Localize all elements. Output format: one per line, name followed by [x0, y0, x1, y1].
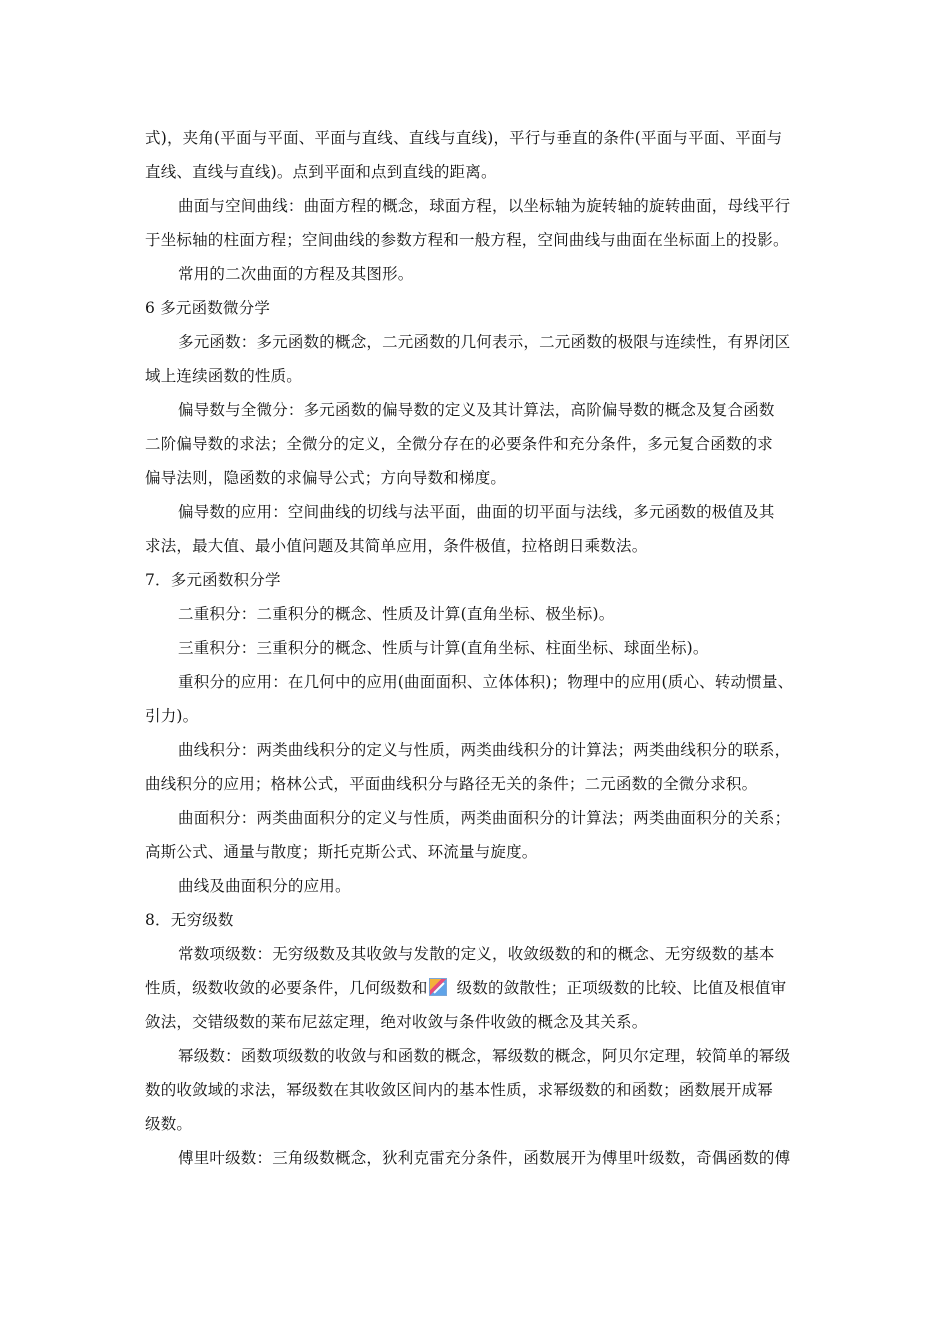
- paragraph-double-integral: 二重积分：二重积分的概念、性质及计算(直角坐标、极坐标)。: [178, 605, 615, 623]
- document-body: [145, 121, 813, 1175]
- text-fragment: 性质，级数收敛的必要条件，几何级数和: [145, 979, 428, 997]
- paragraph-fourier-series: 傅里叶级数：三角级数概念，狄利克雷充分条件，函数展开为傅里叶级数，奇偶函数的傅: [178, 1149, 791, 1167]
- text-line-with-image: [145, 971, 813, 1005]
- paragraph-multiple-integral-application: 重积分的应用：在几何中的应用(曲面面积、立体体积)；物理中的应用(质心、转动惯量、: [178, 673, 794, 691]
- text-line: 数的收敛域的求法，幂级数在其收敛区间内的基本性质，求幂级数的和函数；函数展开成幂: [145, 1081, 774, 1099]
- text-line: 式)，夹角(平面与平面、平面与直线、直线与直线)，平行与垂直的条件(平面与平面、平面与: [145, 129, 783, 147]
- text-line: 敛法，交错级数的莱布尼兹定理，绝对收敛与条件收敛的概念及其关系。: [145, 1013, 648, 1031]
- text-line: 偏导法则，隐函数的求偏导公式；方向导数和梯度。: [145, 469, 507, 487]
- paragraph-partial-derivative-application: 偏导数的应用：空间曲线的切线与法平面，曲面的切平面与法线，多元函数的极值及其: [178, 503, 775, 521]
- section-heading-6: 6 多元函数微分学: [145, 299, 271, 317]
- text-line: 域上连续函数的性质。: [145, 367, 303, 385]
- paragraph-curved-surface: 曲面与空间曲线：曲面方程的概念，球面方程，以坐标轴为旋转轴的旋转曲面，母线平行: [178, 197, 791, 215]
- paragraph-partial-derivative: 偏导数与全微分：多元函数的偏导数的定义及其计算法，高阶偏导数的概念及复合函数: [178, 401, 775, 419]
- paragraph-curve-integral: 曲线积分：两类曲线积分的定义与性质，两类曲线积分的计算法；两类曲线积分的联系，: [178, 741, 791, 759]
- text-line: 直线、直线与直线)。点到平面和点到直线的距离。: [145, 163, 497, 181]
- paragraph-power-series: 幂级数：函数项级数的收敛与和函数的概念，幂级数的概念，阿贝尔定理，较简单的幂级: [178, 1047, 791, 1065]
- section-heading-8: 8．无穷级数: [145, 911, 234, 929]
- text-line: 高斯公式、通量与散度；斯托克斯公式、环流量与旋度。: [145, 843, 538, 861]
- text-line: 二阶偏导数的求法；全微分的定义，全微分存在的必要条件和充分条件，多元复合函数的求: [145, 435, 774, 453]
- paragraph-surface-integral: 曲面积分：两类曲面积分的定义与性质，两类曲面积分的计算法；两类曲面积分的关系；: [178, 809, 791, 827]
- paragraph-integral-application: 曲线及曲面积分的应用。: [178, 877, 351, 895]
- text-line: 引力)。: [145, 707, 199, 725]
- paragraph-multivariable-function: 多元函数：多元函数的概念，二元函数的几何表示，二元函数的极限与连续性，有界闭区: [178, 333, 791, 351]
- paragraph-constant-series: 常数项级数：无穷级数及其收敛与发散的定义，收敛级数的和的概念、无穷级数的基本: [178, 945, 775, 963]
- broken-image-icon: [429, 978, 447, 996]
- paragraph-triple-integral: 三重积分：三重积分的概念、性质与计算(直角坐标、柱面坐标、球面坐标)。: [178, 639, 709, 657]
- text-line: 曲线积分的应用；格林公式，平面曲线积分与路径无关的条件；二元函数的全微分求积。: [145, 775, 758, 793]
- section-heading-7: 7．多元函数积分学: [145, 571, 281, 589]
- text-line: 于坐标轴的柱面方程；空间曲线的参数方程和一般方程，空间曲线与曲面在坐标面上的投影。: [145, 231, 789, 249]
- paragraph-quadric-surface: 常用的二次曲面的方程及其图形。: [178, 265, 414, 283]
- text-line: 求法，最大值、最小值问题及其简单应用，条件极值，拉格朗日乘数法。: [145, 537, 648, 555]
- text-fragment: 级数的敛散性；正项级数的比较、比值及根值审: [456, 979, 787, 997]
- text-line: 级数。: [145, 1115, 193, 1133]
